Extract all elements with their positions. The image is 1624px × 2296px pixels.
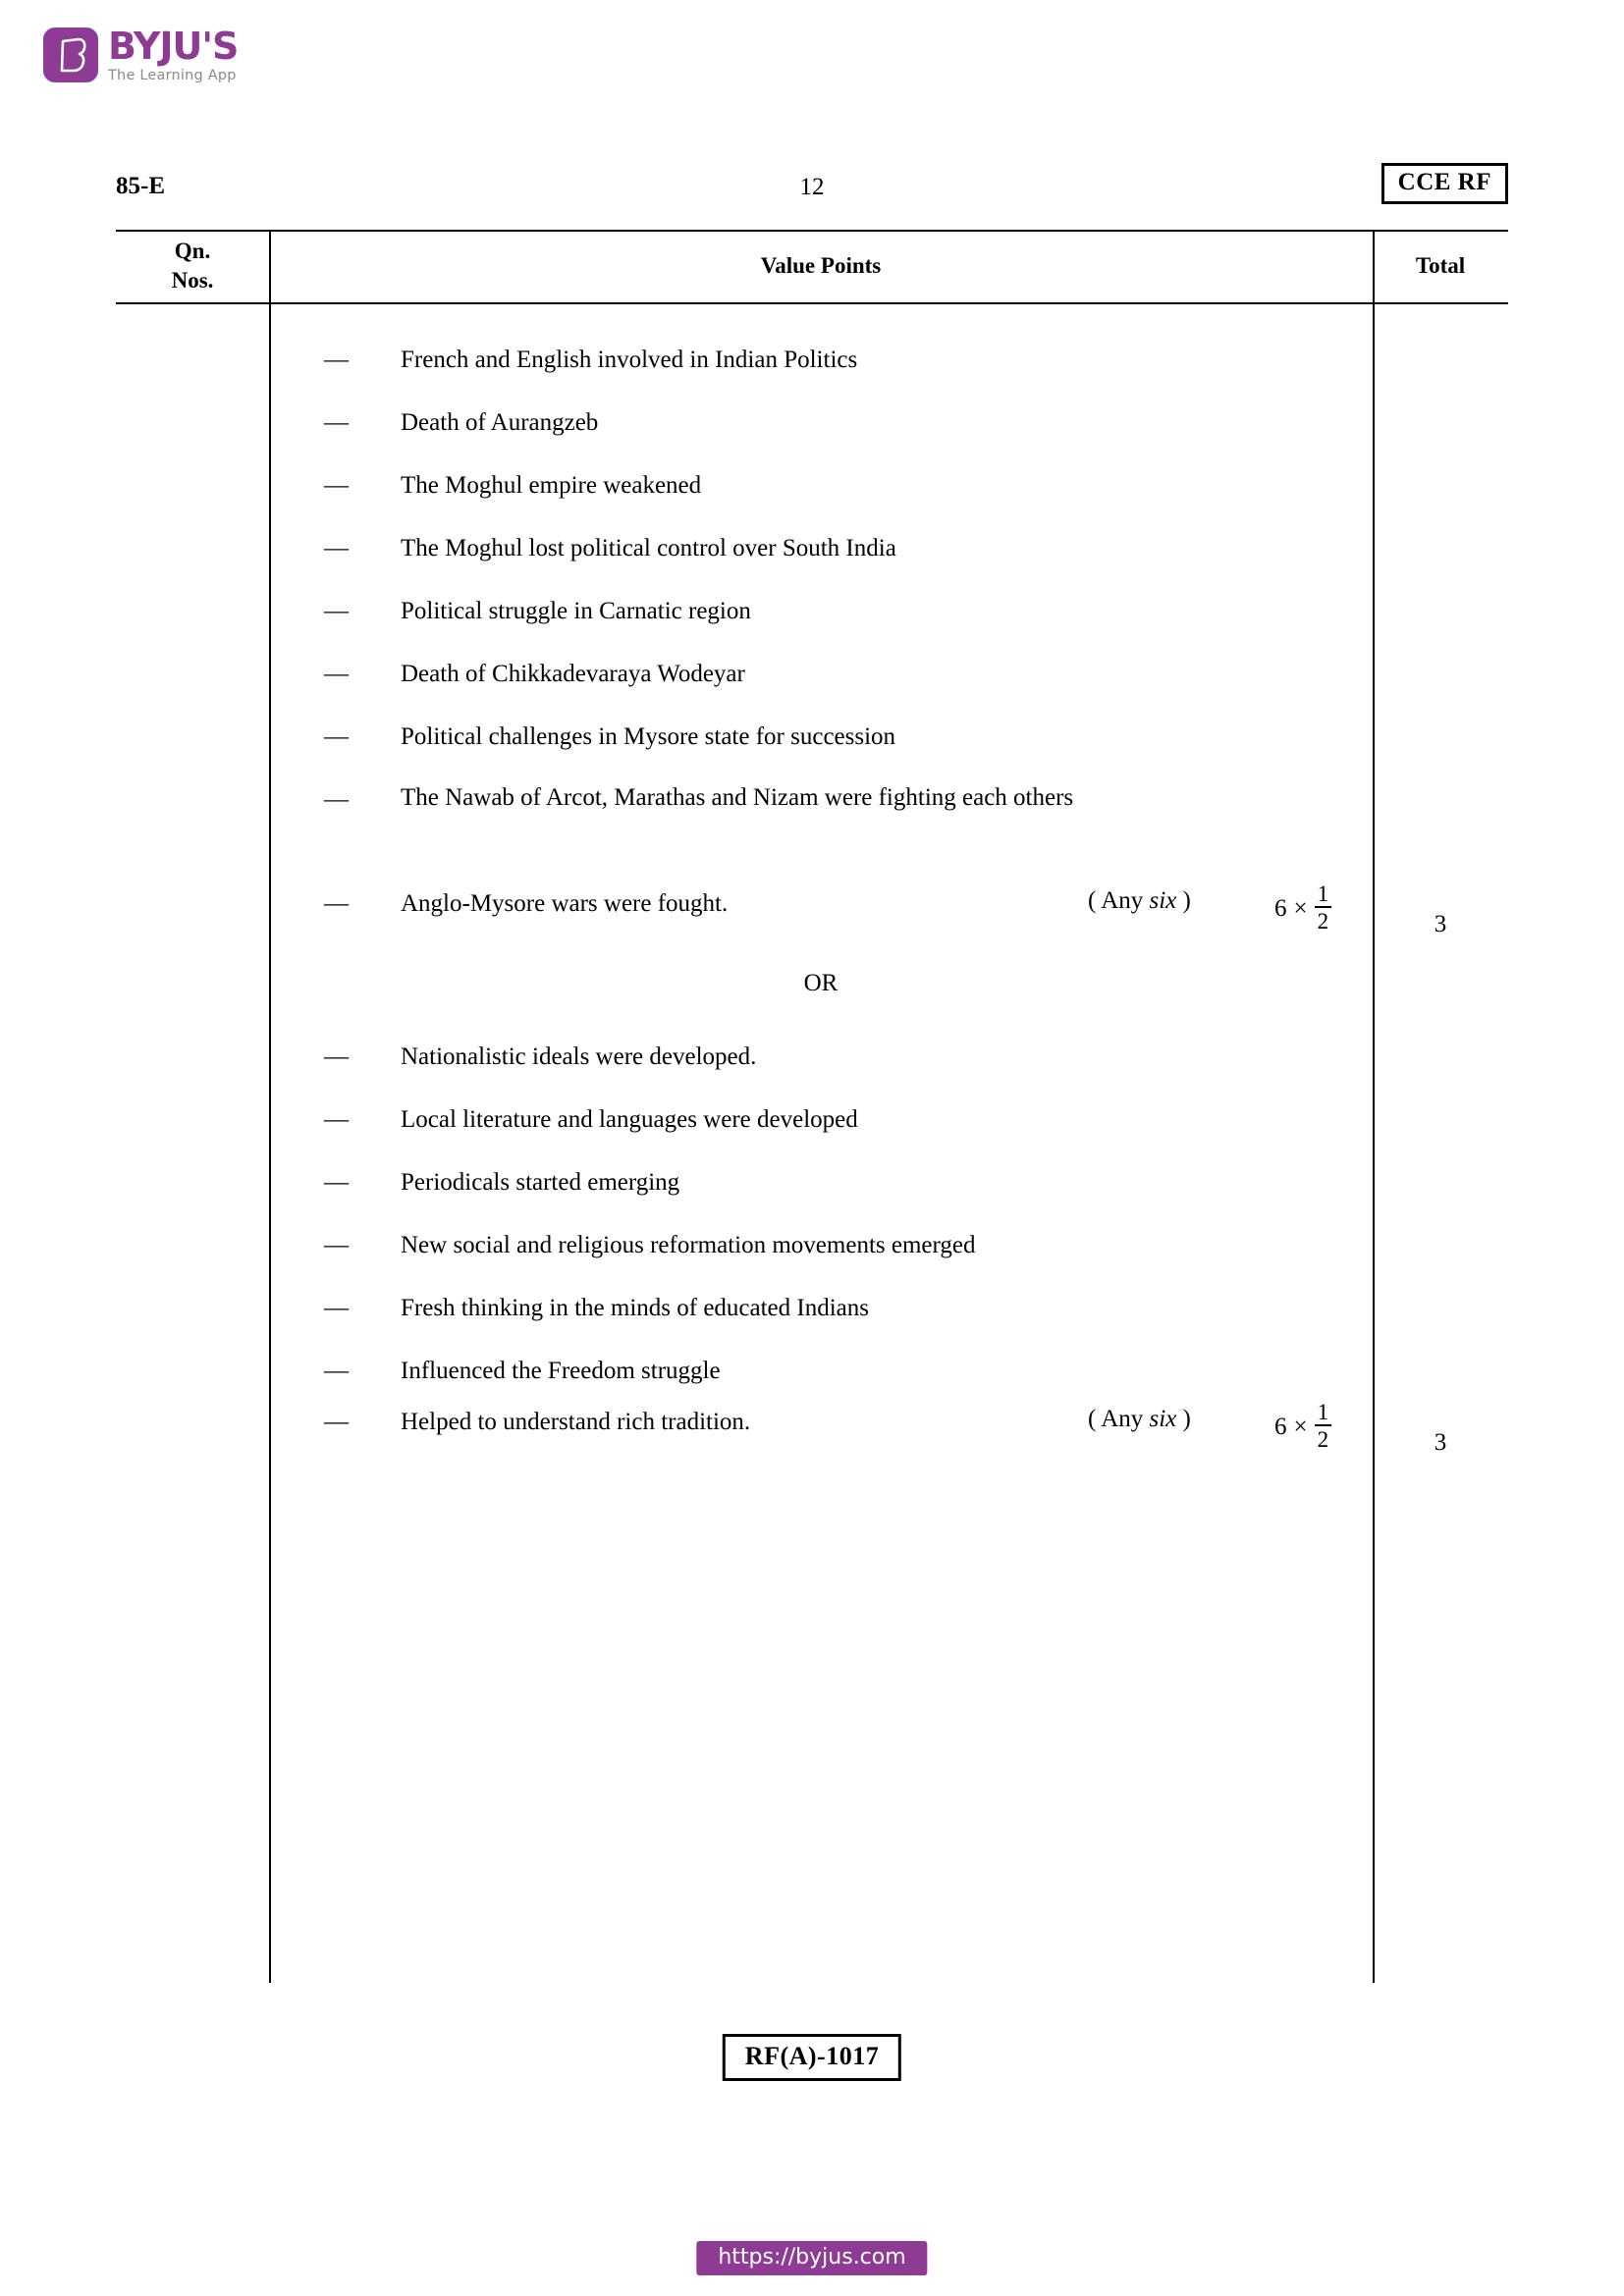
table-body [269,302,1508,1983]
bullet-dash: — [324,1232,349,1258]
logo-tagline: The Learning App [108,68,237,83]
value-point-text: Periodicals started emerging [401,1169,680,1196]
any-six-note [1088,1406,1191,1433]
page-header [116,169,1508,212]
byjus-logo [43,27,238,83]
bullet-dash: — [324,409,349,436]
bullet-dash: — [324,1169,349,1196]
value-point-text: Local literature and languages were developed [401,1106,858,1133]
value-point-text: The Moghul lost political control over South India [401,535,896,561]
fraction-numerator: 1 [1317,881,1329,906]
bullet-dash: — [324,1043,349,1070]
marks-calculation [1274,883,1331,934]
value-point-text: Anglo-Mysore wars were fought. [401,890,729,917]
exam-badge: CCE RF [1381,163,1508,204]
any-suffix: ) [1176,1406,1191,1432]
bullet-dash: — [324,890,349,917]
fraction-denominator: 2 [1315,1424,1332,1451]
qn-header-line1: Qn. [174,239,211,264]
total-value: 3 [1434,911,1447,937]
bullet-dash: — [324,1358,349,1384]
marks-count: 6 [1274,1413,1287,1440]
multiply-icon: × [1293,894,1308,922]
any-suffix: ) [1176,887,1191,914]
fraction-numerator: 1 [1317,1400,1329,1424]
byjus-b-icon [43,27,98,82]
any-six-note [1088,887,1191,915]
value-point-text: Helped to understand rich tradition. [401,1409,751,1435]
half-fraction [1315,882,1332,933]
value-point-text: Influenced the Freedom struggle [401,1358,721,1384]
bullet-dash: — [324,723,349,750]
any-word: six [1149,1406,1177,1432]
subject-code: 85-E [116,173,165,199]
marks-count: 6 [1274,894,1287,922]
byjus-wordmark [108,27,238,83]
bullet-dash: — [324,347,349,373]
bullet-dash: — [324,1106,349,1133]
bullet-dash: — [324,535,349,561]
any-word: six [1149,887,1177,914]
or-separator: OR [803,970,839,996]
column-header-value-points: Value Points [760,253,882,278]
value-point-text: Political challenges in Mysore state for succession [401,723,896,750]
value-point-text: Political struggle in Carnatic region [401,598,751,624]
byjus-url-watermark: https://byjus.com [696,2241,927,2275]
paper-code-badge: RF(A)-1017 [723,2034,901,2081]
qn-header-line2: Nos. [171,268,214,293]
column-header-total: Total [1415,253,1466,278]
value-point-text: French and English involved in Indian Politics [401,347,858,373]
bullet-dash: — [324,1295,349,1321]
bullet-dash: — [324,1409,349,1435]
page-number: 12 [799,174,825,200]
any-prefix: ( Any [1088,887,1150,914]
bullet-dash: — [324,472,349,499]
column-header-qn-nos [116,230,269,302]
value-point-text: New social and religious reformation movements emerged [401,1232,976,1258]
any-prefix: ( Any [1088,1406,1150,1432]
logo-name: BYJU'S [108,25,239,68]
value-point-text: Death of Aurangzeb [401,409,599,436]
multiply-icon: × [1293,1413,1308,1440]
marks-calculation [1274,1402,1331,1452]
value-point-text: The Moghul empire weakened [401,472,702,499]
value-point-text: Death of Chikkadevaraya Wodeyar [401,661,745,687]
total-value: 3 [1434,1429,1447,1456]
bullet-dash: — [324,661,349,687]
value-point-text: Fresh thinking in the minds of educated Indians [401,1295,870,1321]
value-point-text: The Nawab of Arcot, Marathas and Nizam were fighting each others [401,784,1074,811]
value-point-text: Nationalistic ideals were developed. [401,1043,757,1070]
half-fraction [1315,1401,1332,1451]
bullet-dash: — [324,598,349,624]
bullet-dash: — [324,786,349,813]
fraction-denominator: 2 [1315,906,1332,933]
